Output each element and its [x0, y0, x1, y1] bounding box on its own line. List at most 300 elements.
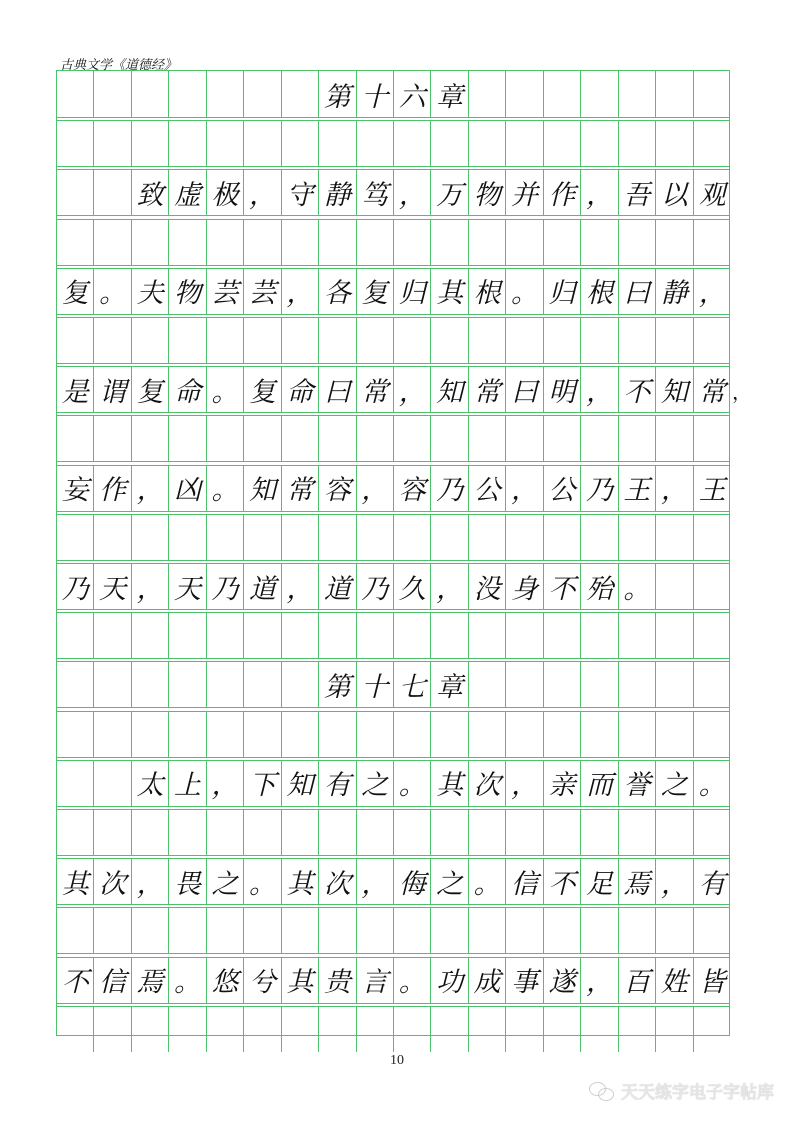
grid-cell: [244, 317, 281, 363]
grid-cell: 身: [506, 563, 543, 609]
grid-cell: 章: [431, 71, 468, 117]
grid-cell: [431, 612, 468, 658]
grid-cell: [544, 514, 581, 560]
grid-cell: [581, 1006, 618, 1052]
grid-cell: [207, 71, 244, 117]
grid-cell: 信: [506, 858, 543, 904]
grid-cell: 作: [544, 169, 581, 215]
grid-cell: 明: [544, 366, 581, 412]
grid-cell: 芸: [244, 268, 281, 314]
grid-cell: 物: [169, 268, 206, 314]
grid-cell: 极: [207, 169, 244, 215]
grid-cell: [656, 612, 693, 658]
grid-cell: [506, 317, 543, 363]
grid-cell: ，: [394, 169, 431, 215]
grid-cell: 。: [207, 465, 244, 511]
grid-cell: [132, 120, 169, 166]
grid-cell: 遂: [544, 957, 581, 1003]
grid-cell: 没: [469, 563, 506, 609]
grid-cell: 笃: [357, 169, 394, 215]
grid-cell: [207, 514, 244, 560]
grid-cell: 容: [319, 465, 356, 511]
grid-cell: [694, 563, 731, 609]
grid-cell: [694, 1006, 731, 1052]
grid-cell: 知: [282, 760, 319, 806]
grid-cell: [319, 612, 356, 658]
grid-cell: [506, 612, 543, 658]
grid-cell: [619, 219, 656, 265]
grid-cell: [94, 514, 131, 560]
grid-rule: [57, 1003, 729, 1004]
grid-cell: 姓: [656, 957, 693, 1003]
grid-cell: [506, 415, 543, 461]
grid-cell: [244, 120, 281, 166]
grid-cell: [581, 415, 618, 461]
grid-cell: [319, 907, 356, 953]
grid-cell: 不: [544, 563, 581, 609]
grid-cell: [357, 219, 394, 265]
grid-cell: [94, 612, 131, 658]
grid-cell: 亲: [544, 760, 581, 806]
grid-cell: 命: [169, 366, 206, 412]
grid-cell: [431, 1006, 468, 1052]
grid-cell: 知: [656, 366, 693, 412]
grid-cell: [319, 219, 356, 265]
grid-cell: [469, 514, 506, 560]
grid-rule: [57, 953, 729, 954]
grid-cell: [656, 317, 693, 363]
grid-cell: [506, 809, 543, 855]
grid-cell: ，: [656, 858, 693, 904]
grid-cell: [469, 809, 506, 855]
grid-cell: 观: [698, 179, 726, 211]
grid-cell: [319, 317, 356, 363]
grid-cell: 七: [394, 661, 431, 707]
grid-cell: [319, 514, 356, 560]
grid-cell: [94, 317, 131, 363]
grid-cell: [94, 760, 131, 806]
grid-cell: 成: [469, 957, 506, 1003]
grid-cell: 次: [319, 858, 356, 904]
grid-cell: 之: [656, 760, 693, 806]
grid-row: [57, 219, 729, 265]
grid-cell: [207, 612, 244, 658]
grid-cell: 常: [357, 366, 394, 412]
page-header-title: 古典文学《道德经》: [60, 58, 178, 73]
grid-row: [57, 809, 729, 855]
grid-cell: [57, 120, 94, 166]
grid-cell: [169, 612, 206, 658]
grid-cell: [282, 1006, 319, 1052]
grid-cell: 焉: [132, 957, 169, 1003]
grid-cell: 道: [244, 563, 281, 609]
grid-rule: [57, 314, 729, 315]
grid-cell: 十: [357, 71, 394, 117]
grid-cell: [544, 711, 581, 757]
grid-cell: [94, 120, 131, 166]
grid-cell: 根: [581, 268, 618, 314]
grid-rule: [57, 215, 729, 216]
grid-rule: [57, 855, 729, 856]
grid-cell: [394, 711, 431, 757]
grid-cell: [581, 711, 618, 757]
grid-cell: [57, 219, 94, 265]
grid-cell: ，: [506, 465, 543, 511]
grid-row: [57, 612, 729, 658]
grid-cell: [506, 120, 543, 166]
grid-cell: [506, 1006, 543, 1052]
grid-cell: [244, 907, 281, 953]
grid-cell: 言: [357, 957, 394, 1003]
grid-cell: 知: [431, 366, 468, 412]
grid-cell: [207, 907, 244, 953]
grid-cell: 。: [469, 858, 506, 904]
grid-cell: 容: [394, 465, 431, 511]
grid-cell: [431, 809, 468, 855]
grid-cell: [656, 711, 693, 757]
grid-cell: [132, 317, 169, 363]
grid-cell: [431, 219, 468, 265]
grid-cell: 复: [357, 268, 394, 314]
grid-cell: [244, 71, 281, 117]
grid-cell: [169, 1006, 206, 1052]
grid-cell: [656, 71, 693, 117]
grid-cell: [581, 219, 618, 265]
grid-cell: [581, 612, 618, 658]
grid-cell: 芸: [207, 268, 244, 314]
grid-cell: [357, 711, 394, 757]
grid-cell: [656, 1006, 693, 1052]
grid-row: [57, 760, 729, 806]
grid-cell: [207, 120, 244, 166]
grid-cell: [581, 661, 618, 707]
grid-cell: [57, 809, 94, 855]
grid-cell: [169, 661, 206, 707]
grid-rule: [57, 609, 729, 610]
grid-cell: ，: [357, 858, 394, 904]
grid-row: [57, 907, 729, 953]
grid-cell: [357, 1006, 394, 1052]
grid-cell: [694, 219, 731, 265]
grid-row: [57, 1006, 729, 1052]
grid-cell: [282, 612, 319, 658]
grid-cell: 之: [431, 858, 468, 904]
grid-cell: [94, 169, 131, 215]
grid-cell: 焉: [619, 858, 656, 904]
grid-rule: [57, 166, 729, 167]
grid-cell: [469, 120, 506, 166]
grid-cell: ，: [132, 563, 169, 609]
grid-cell: 常: [282, 465, 319, 511]
grid-cell: 。: [94, 268, 131, 314]
grid-row: [57, 563, 729, 609]
grid-cell: [581, 514, 618, 560]
grid-cell: 久: [394, 563, 431, 609]
grid-cell: [619, 71, 656, 117]
grid-cell: [394, 907, 431, 953]
grid-rule: [57, 117, 729, 118]
grid-cell: [57, 760, 94, 806]
grid-row: [57, 465, 729, 511]
grid-cell: 万: [431, 169, 468, 215]
grid-cell: 曰: [619, 268, 656, 314]
grid-cell: [57, 169, 94, 215]
grid-cell: [169, 907, 206, 953]
grid-cell: 。: [394, 760, 431, 806]
grid-cell: 其: [431, 268, 468, 314]
grid-cell: [544, 317, 581, 363]
grid-cell: [431, 907, 468, 953]
grid-cell: [57, 71, 94, 117]
page-number: 10: [390, 1053, 404, 1068]
grid-cell: [694, 809, 731, 855]
grid-cell: [544, 661, 581, 707]
grid-cell: [282, 661, 319, 707]
grid-cell: [132, 612, 169, 658]
grid-rule: [57, 658, 729, 659]
grid-cell: [394, 317, 431, 363]
grid-cell: 命: [282, 366, 319, 412]
grid-cell: 不: [619, 366, 656, 412]
grid-cell: [656, 219, 693, 265]
grid-cell: [57, 711, 94, 757]
grid-cell: 物: [469, 169, 506, 215]
grid-cell: [132, 809, 169, 855]
grid-cell: 静: [319, 169, 356, 215]
grid-cell: [619, 711, 656, 757]
grid-row: [57, 71, 729, 117]
grid-cell: [132, 219, 169, 265]
grid-cell: 功: [431, 957, 468, 1003]
grid-cell: 太: [132, 760, 169, 806]
grid-cell: [57, 317, 94, 363]
grid-cell: ，: [431, 563, 468, 609]
grid-cell: ，: [282, 563, 319, 609]
grid-cell: [469, 1006, 506, 1052]
grid-cell: [244, 809, 281, 855]
grid-cell: [656, 661, 693, 707]
grid-row: [57, 858, 729, 904]
grid-cell: [544, 120, 581, 166]
grid-cell: [694, 907, 731, 953]
grid-cell: [57, 661, 94, 707]
grid-cell: 。: [169, 957, 206, 1003]
grid-cell: [94, 415, 131, 461]
grid-row: [57, 514, 729, 560]
grid-cell: [282, 711, 319, 757]
grid-row: [57, 366, 729, 412]
grid-cell: [469, 317, 506, 363]
grid-cell: 其: [282, 858, 319, 904]
grid-cell: [581, 317, 618, 363]
grid-cell: [469, 219, 506, 265]
grid-cell: [169, 415, 206, 461]
grid-cell: [544, 1006, 581, 1052]
grid-cell: [656, 120, 693, 166]
grid-cell: 第: [319, 661, 356, 707]
grid-cell: 是: [57, 366, 94, 412]
grid-cell: 之: [357, 760, 394, 806]
grid-cell: 常: [469, 366, 506, 412]
grid-cell: 之: [207, 858, 244, 904]
grid-cell: 乃: [581, 465, 618, 511]
grid-cell: 作: [94, 465, 131, 511]
grid-cell: 常: [698, 376, 726, 408]
grid-cell: [469, 612, 506, 658]
grid-cell: 兮: [244, 957, 281, 1003]
grid-cell: [282, 317, 319, 363]
grid-row: [57, 169, 729, 215]
grid-cell: [94, 71, 131, 117]
grid-cell: [694, 120, 731, 166]
grid-cell: [244, 661, 281, 707]
grid-rule: [57, 265, 729, 266]
grid-cell: [282, 71, 319, 117]
grid-cell: [319, 415, 356, 461]
grid-cell: [506, 514, 543, 560]
grid-cell: [244, 612, 281, 658]
grid-cell: ，: [581, 957, 618, 1003]
grid-cell: [282, 120, 319, 166]
grid-cell: 次: [469, 760, 506, 806]
grid-cell: ，: [282, 268, 319, 314]
grid-cell: [357, 317, 394, 363]
grid-cell: [132, 71, 169, 117]
grid-rule: [57, 412, 729, 413]
grid-cell: [169, 71, 206, 117]
grid-cell: [357, 415, 394, 461]
grid-cell: [169, 809, 206, 855]
grid-cell: [244, 1006, 281, 1052]
grid-cell: [282, 514, 319, 560]
grid-cell: [169, 219, 206, 265]
grid-cell: [469, 71, 506, 117]
grid-cell: [656, 563, 693, 609]
grid-cell: [581, 71, 618, 117]
grid-cell: [132, 907, 169, 953]
grid-cell: 谓: [94, 366, 131, 412]
grid-cell: [319, 1006, 356, 1052]
grid-cell: 有: [698, 868, 726, 900]
grid-cell: [694, 711, 731, 757]
grid-cell: [57, 514, 94, 560]
grid-cell: 吾: [619, 169, 656, 215]
grid-cell: 王: [619, 465, 656, 511]
grid-cell: [469, 907, 506, 953]
grid-cell: 复: [57, 268, 94, 314]
grid-cell: 乃: [57, 563, 94, 609]
grid-cell: [469, 661, 506, 707]
copybook-grid: [56, 70, 752, 1036]
grid-cell: 十: [357, 661, 394, 707]
grid-cell: 誉: [619, 760, 656, 806]
grid-row: [57, 661, 729, 707]
grid-cell: [506, 907, 543, 953]
grid-cell: ，: [394, 366, 431, 412]
grid-cell: 。: [619, 563, 656, 609]
grid-cell: 天: [169, 563, 206, 609]
grid-cell: [394, 415, 431, 461]
grid-cell: [319, 711, 356, 757]
grid-cell: [244, 514, 281, 560]
grid-cell: [394, 219, 431, 265]
grid-cell: [357, 907, 394, 953]
grid-rule: [57, 461, 729, 462]
grid-cell: 足: [581, 858, 618, 904]
grid-rule: [57, 904, 729, 905]
grid-cell: 殆: [581, 563, 618, 609]
grid-cell: 妄: [57, 465, 94, 511]
grid-cell: 静: [656, 268, 693, 314]
grid-cell: [694, 415, 731, 461]
watermark: [589, 1078, 774, 1103]
grid-cell: 。: [244, 858, 281, 904]
grid-cell: [282, 219, 319, 265]
grid-cell: [132, 415, 169, 461]
grid-cell: [207, 809, 244, 855]
grid-cell: [394, 514, 431, 560]
grid-cell: [394, 1006, 431, 1052]
grid-cell: [282, 415, 319, 461]
grid-cell: 乃: [431, 465, 468, 511]
grid-cell: 归: [394, 268, 431, 314]
grid-cell: 复: [244, 366, 281, 412]
grid-cell: 六: [394, 71, 431, 117]
grid-cell: [506, 71, 543, 117]
grid-cell: 。: [394, 957, 431, 1003]
grid-cell: [431, 415, 468, 461]
grid-cell: 曰: [319, 366, 356, 412]
grid-cell: [581, 120, 618, 166]
grid-cell: 致: [132, 169, 169, 215]
grid-cell: 夫: [132, 268, 169, 314]
grid-cell: [656, 907, 693, 953]
grid-row: [57, 711, 729, 757]
grid-cell: 而: [581, 760, 618, 806]
grid-row: [57, 415, 729, 461]
grid-cell: [619, 809, 656, 855]
grid-cell: 侮: [394, 858, 431, 904]
grid-cell: 不: [544, 858, 581, 904]
grid-cell: [394, 612, 431, 658]
grid-cell: [656, 809, 693, 855]
grid-cell: [132, 514, 169, 560]
grid-cell: 。: [506, 268, 543, 314]
grid-cell: [544, 219, 581, 265]
grid-cell: 复: [132, 366, 169, 412]
grid-rule: [57, 707, 729, 708]
grid-rule: [57, 363, 729, 364]
grid-cell: 根: [469, 268, 506, 314]
grid-cell: [169, 120, 206, 166]
overflow-comma: ，: [732, 380, 752, 405]
grid-cell: 上: [169, 760, 206, 806]
grid-cell: [282, 907, 319, 953]
grid-cell: 。: [207, 366, 244, 412]
grid-cell: [94, 711, 131, 757]
grid-cell: ，: [207, 760, 244, 806]
grid-cell: 以: [656, 169, 693, 215]
grid-cell: 贵: [319, 957, 356, 1003]
grid-cell: 有: [319, 760, 356, 806]
grid-cell: [619, 1006, 656, 1052]
grid-cell: [207, 1006, 244, 1052]
grid-cell: [207, 219, 244, 265]
grid-cell: [357, 612, 394, 658]
grid-cell: [619, 661, 656, 707]
grid-cell: [619, 514, 656, 560]
grid-cell: [544, 415, 581, 461]
